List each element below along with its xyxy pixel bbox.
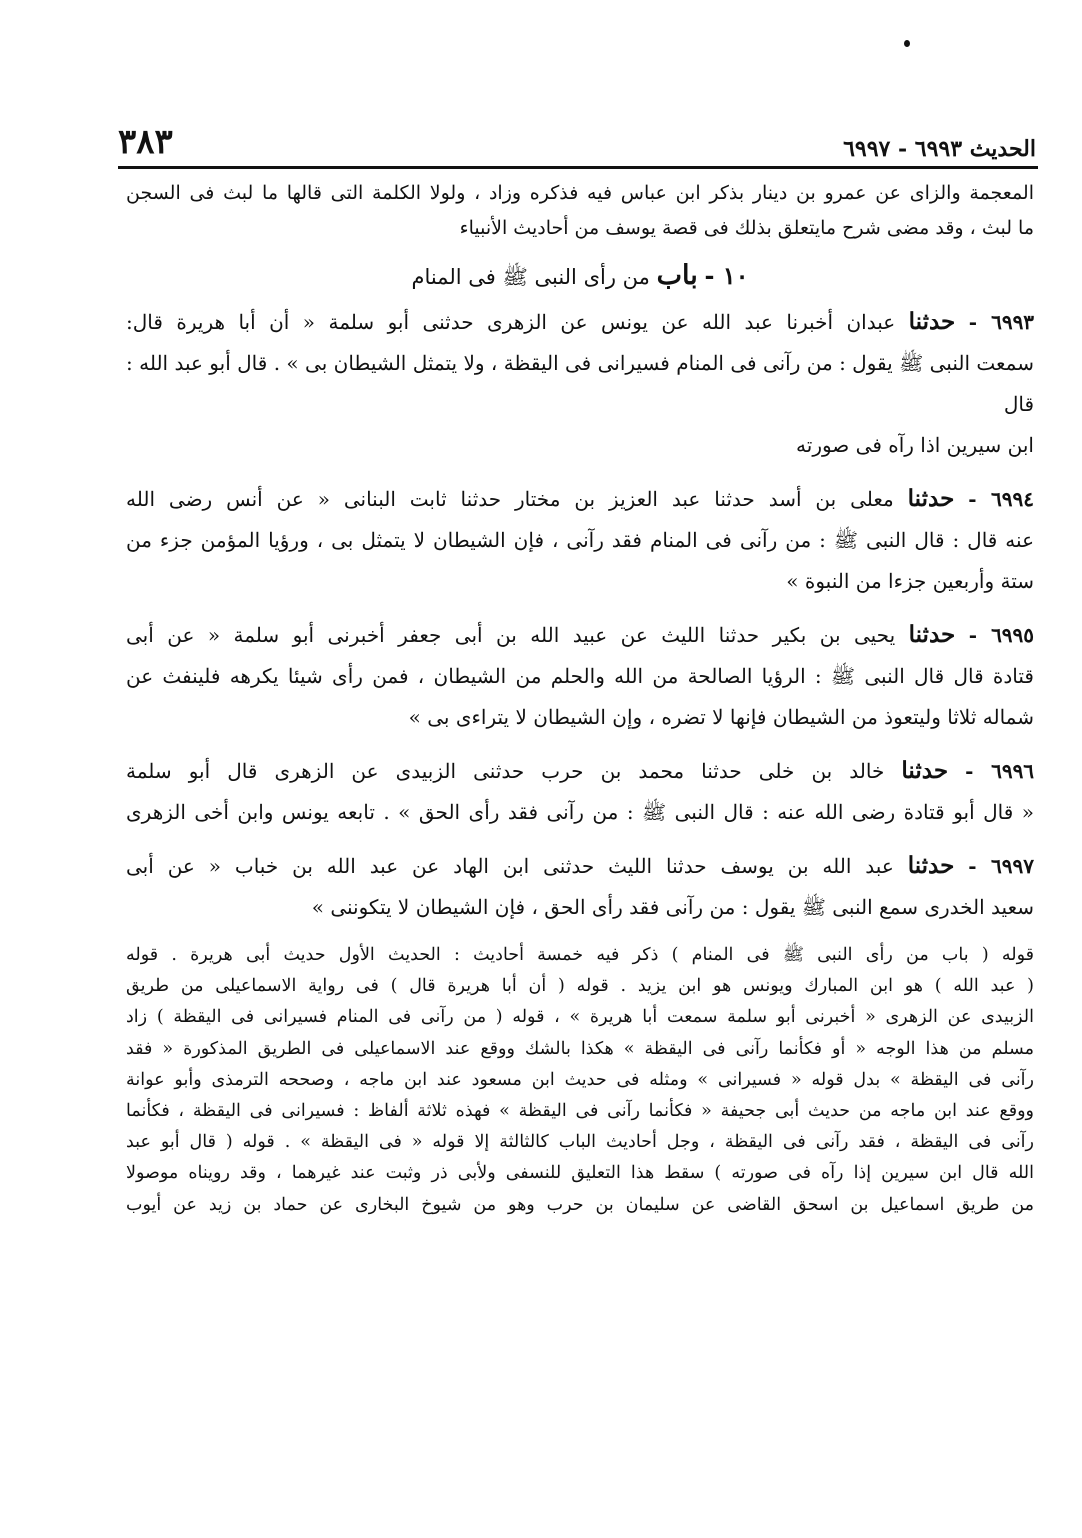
hadith-text: عبدان أخبرنا عبد الله عن يونس عن الزهرى حدثنى أبو سلمة « أن أبا هريرة قال: — [126, 310, 896, 334]
hadith-6993-line: سمعت النبى ﷺ يقول : من رآنى فى المنام فسيرانى فى اليقظة ، ولا يتمثل الشيطان بى » . قال أبو عبد الله : قال — [126, 351, 1034, 416]
chapter-word: باب — [656, 260, 698, 291]
running-head — [118, 118, 1036, 162]
header-rule — [118, 166, 1038, 169]
chapter-title: من رأى النبى ﷺ فى المنام — [411, 265, 650, 289]
hadith-6994-line: عنه قال : قال النبى ﷺ : من رآنى فى المنام فقد رآنى ، فإن الشيطان لا يتمثل بى ، ورؤيا المؤمن جزء من — [126, 528, 1034, 552]
hadith-number: ٦٩٩٧ - — [968, 854, 1035, 878]
narration-keyword: حدثنا — [908, 621, 956, 648]
continuation-line: ما لبث ، وقد مضى شرح مايتعلق بذلك فى قصة يوسف من أحاديث الأنبياء — [459, 217, 1034, 239]
hadith-6997-line: سعيد الخدرى سمع النبى ﷺ يقول : من رآنى فقد رأى الحق ، فإن الشيطان لا يتكوننى » — [311, 895, 1034, 919]
hadith-6995-line: قتادة قال قال النبى ﷺ : الرؤيا الصالحة من الله والحلم من الشيطان ، فمن رأى شيئا يكرهه فلينفث عن — [126, 664, 1034, 688]
hadith-6995-line: شماله ثلاثا وليتعوذ من الشيطان فإنها لا تضره ، وإن الشيطان لا يتراءى بى » — [408, 705, 1034, 729]
chapter-number: ١٠ - — [704, 261, 749, 290]
narration-keyword: حدثنا — [907, 852, 955, 879]
hadith-text: عبد الله بن يوسف حدثنا الليث حدثنى ابن الهاد عن عبد الله بن خباب « عن أبى — [126, 854, 894, 878]
chapter-heading — [126, 256, 1034, 297]
commentary-line: رآنى فى اليقظة » بدل قوله « فسيرانى » ومثله فى حديث ابن مسعود عند ابن ماجه ، وصححه الترمذى وأبو عوانة — [126, 1069, 1034, 1090]
hadith-6995-line — [126, 614, 1034, 656]
hadith-number: ٦٩٩٥ - — [968, 623, 1035, 647]
commentary-line: ( عبد الله ) هو ابن المبارك ويونس هو ابن يزيد . قوله ( أن أبا هريرة قال ) فى رواية الاسماعيلى من طريق — [126, 976, 1034, 997]
commentary-block — [126, 940, 1034, 1221]
narration-keyword: حدثنا — [907, 485, 955, 512]
hadith-6994-line: ستة وأربعين جزءا من النبوة » — [786, 569, 1034, 593]
page-body — [126, 176, 1034, 1221]
commentary-line: الزبيدى عن الزهرى « أخبرنى أبو سلمة سمعت أبا هريرة » ، قوله ( من رآنى فى المنام فسيرانى فى اليقظة ) زاد — [126, 1007, 1034, 1028]
hadith-range: الحديث ٦٩٩٣ - ٦٩٩٧ — [843, 136, 1036, 162]
hadith-6993-line — [126, 301, 1034, 343]
hadith-number: ٦٩٩٦ - — [965, 759, 1035, 783]
hadith-number: ٦٩٩٤ - — [968, 487, 1034, 511]
hadith-6996-line — [126, 750, 1034, 792]
commentary-line: قوله ( باب من رأى النبى ﷺ فى المنام ) ذكر فيه خمسة أحاديث : الحديث الأول حديث أبى هريرة . قوله — [126, 945, 1034, 965]
hadith-6993-line: ابن سيرين اذا رآه فى صورته — [796, 433, 1034, 457]
hadith-6996-line: « قال أبو قتادة رضى الله عنه : قال النبى ﷺ : من رآنى فقد رأى الحق » . تابعه يونس وابن أخى الزهرى — [126, 800, 1034, 824]
hadith-text: خالد بن خلى حدثنا محمد بن حرب حدثنى الزبيدى عن الزهرى قال أبو سلمة — [126, 759, 885, 783]
narration-keyword: حدثنا — [908, 308, 956, 335]
continuation-line: المعجمة والزاى عن عمرو بن دينار بذكر ابن عباس فيه فذكره وزاد ، ولولا الكلمة التى قالها ما لبث فى السجن — [126, 182, 1034, 204]
hadith-number: ٦٩٩٣ - — [968, 310, 1035, 334]
page-number: ٣٨٣ — [118, 122, 173, 162]
hadith-text: يحيى بن بكير حدثنا الليث عن عبيد الله بن أبى جعفر أخبرنى أبو سلمة « عن أبى — [126, 623, 896, 647]
narration-keyword: حدثنا — [901, 757, 949, 784]
commentary-line: ووقع عند ابن ماجه من حديث أبى جحيفة « فكأنما رآنى فى اليقظة » فهذه ثلاثة ألفاظ : فسيرانى فى اليقظة ، فكأنما — [126, 1101, 1034, 1122]
ink-speck — [904, 40, 910, 47]
hadith-6994-line — [126, 478, 1034, 520]
commentary-line: الله قال ابن سيرين إذا رآه فى صورته ) سقط هذا التعليق للنسفى ولأبى ذر وثبت عند غيرهما ، وقد رويناه موصولا — [126, 1163, 1034, 1184]
hadith-text: معلى بن أسد حدثنا عبد العزيز بن مختار حدثنا ثابت البنانى « عن أنس رضى الله — [126, 487, 894, 511]
hadith-6997-line — [126, 845, 1034, 887]
commentary-line: مسلم من هذا الوجه « أو فكأنما رآنى فى اليقظة » هكذا بالشك ووقع عند الاسماعيلى فى الطريق المذكورة « فقد — [126, 1038, 1034, 1059]
commentary-line: رآنى فى اليقظة ، فقد رآنى فى اليقظة ، وجل أحاديث الباب كالثالثة إلا قوله « فى اليقظة » . قوله ( قال أبو عبد — [126, 1132, 1034, 1153]
commentary-line: من طريق اسماعيل بن اسحق القاضى عن سليمان بن حرب وهو من شيوخ البخارى عن حماد بن زيد عن أيوب — [126, 1194, 1034, 1215]
